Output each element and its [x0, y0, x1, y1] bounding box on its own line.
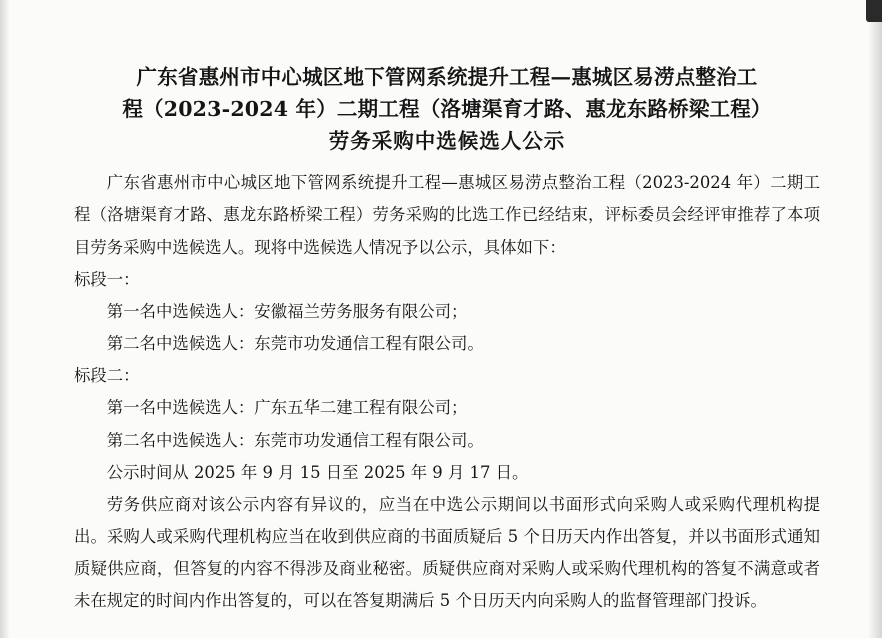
document-content [74, 62, 820, 617]
page-right-shadow [868, 0, 882, 638]
objection-paragraph: 劳务供应商对该公示内容有异议的，应当在中选公示期间以书面形式向采购人或采购代理机构提出。采购人或采购代理机构应当在收到供应商的书面质疑后 5 个日历天内作出答复，并以书面形式通知质疑供应商，但答复的内容不得涉及商业秘密。质疑供应商对采购人或采购代理机构的答复不满意或者未在规定的时间内作出答复的，可以在答复期满后 5 个日历天内向采购人的监督管理部门投诉。 [74, 494, 820, 611]
candidate-item-2-2: 第二名中选候选人：东莞市功发通信工程有限公司。 [106, 430, 484, 450]
page-title [74, 62, 820, 157]
title-line-3: 劳务采购中选候选人公示 [328, 128, 566, 153]
candidate-item-2-1: 第一名中选候选人：广东五华二建工程有限公司； [106, 398, 468, 418]
notice-period-paragraph: 公示时间从 2025 年 9 月 15 日至 2025 年 9 月 17 日。 [106, 462, 529, 482]
document-body [74, 167, 820, 617]
title-line-2: 程（2023-2024 年）二期工程（洛塘渠育才路、惠龙东路桥梁工程） [122, 96, 772, 121]
page-left-shadow [0, 0, 10, 638]
section-label-1: 标段一： [74, 269, 140, 289]
page-corner-mark [866, 0, 882, 22]
candidate-item-1-1: 第一名中选候选人：安徽福兰劳务服务有限公司； [106, 301, 468, 321]
title-line-1: 广东省惠州市中心城区地下管网系统提升工程—惠城区易涝点整治工 [136, 65, 758, 89]
section-label-2: 标段二： [74, 366, 140, 386]
intro-paragraph: 广东省惠州市中心城区地下管网系统提升工程—惠城区易涝点整治工程（2023-2024 年）二期工程（洛塘渠育才路、惠龙东路桥梁工程）劳务采购的比选工作已经结束，评标委员会经评审推荐了本项目劳务采购中选候选人。现将中选候选人情况予以公示，具体如下： [74, 173, 820, 257]
candidate-item-1-2: 第二名中选候选人：东莞市功发通信工程有限公司。 [106, 334, 484, 354]
